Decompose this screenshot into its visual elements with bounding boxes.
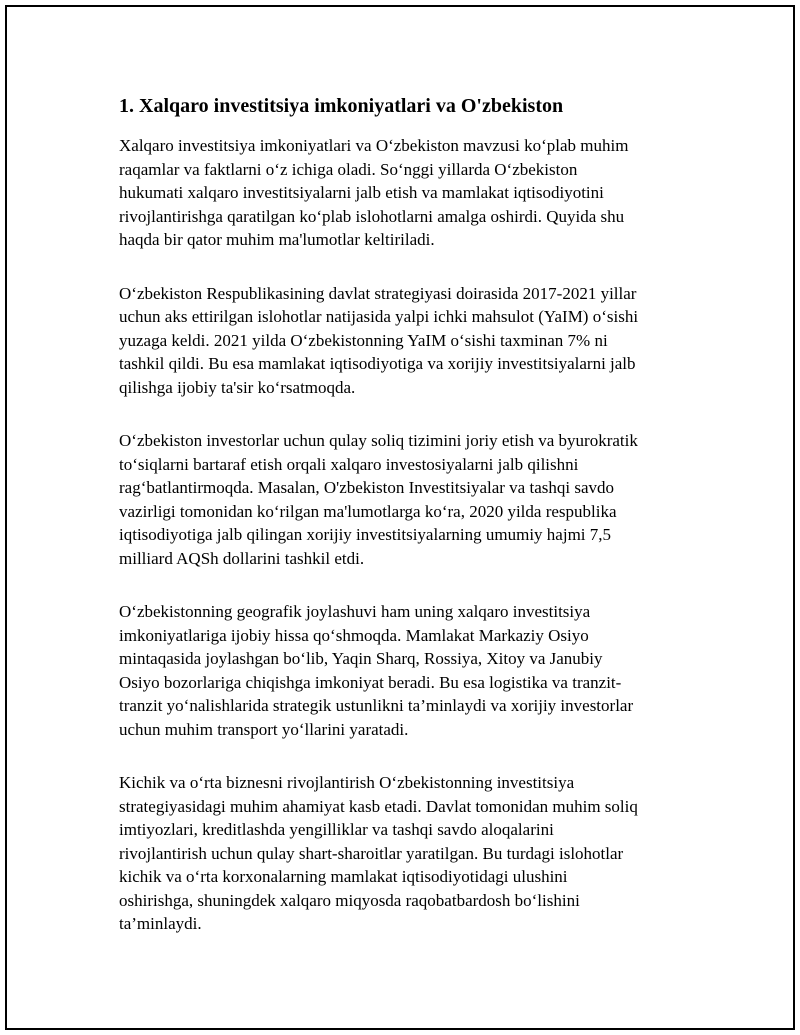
paragraph-list bbox=[119, 134, 679, 936]
paragraph-line: qilishga ijobiy ta'sir ko‘rsatmoqda. bbox=[119, 377, 356, 397]
paragraph-line: O‘zbekiston Respublikasining davlat strategiyasi doirasida 2017-2021 yillar bbox=[119, 283, 637, 303]
paragraph-line: uchun aks ettirilgan islohotlar natijasida yalpi ichki mahsulot (YaIM) o‘sishi bbox=[119, 307, 639, 326]
paragraph-line: yuzaga keldi. 2021 yilda O‘zbekistonning YaIM o‘sishi taxminan 7% ni bbox=[119, 330, 608, 350]
paragraph-line: uchun muhim transport yo‘llarini yaratadi. bbox=[119, 719, 409, 739]
paragraph-line: ta’minlaydi. bbox=[119, 914, 202, 933]
paragraph-line: hukumati xalqaro investitsiyalarni jalb etish va mamlakat iqtisodiyotini bbox=[119, 183, 604, 202]
paragraph-line: to‘siqlarni bartaraf etish orqali xalqaro investosiyalarni jalb qilishni bbox=[119, 454, 579, 474]
paragraph-line: rivojlantirish uchun qulay shart-sharoitlar yaratilgan. Bu turdagi islohotlar bbox=[119, 843, 624, 863]
paragraph-line: rag‘batlantirmoqda. Masalan, O'zbekiston Investitsiyalar va tashqi savdo bbox=[119, 478, 614, 497]
paragraph-line: kichik va o‘rta korxonalarning mamlakat iqtisodiyotidagi ulushini bbox=[119, 867, 568, 886]
paragraph-line: imtiyozlari, kreditlashda yengilliklar va tashqi savdo aloqalarini bbox=[119, 820, 554, 839]
paragraph-line: vazirligi tomonidan ko‘rilgan ma'lumotlarga ko‘ra, 2020 yilda respublika bbox=[119, 501, 617, 521]
paragraph bbox=[119, 771, 679, 936]
paragraph-line: oshirishga, shuningdek xalqaro miqyosda raqobatbardosh bo‘lishini bbox=[119, 890, 580, 910]
paragraph-line: O‘zbekistonning geografik joylashuvi ham uning xalqaro investitsiya bbox=[119, 602, 591, 621]
paragraph-line: imkoniyatlariga ijobiy hissa qo‘shmoqda. Mamlakat Markaziy Osiyo bbox=[119, 625, 589, 645]
document-body bbox=[119, 92, 679, 966]
paragraph-line: tashkil qildi. Bu esa mamlakat iqtisodiyotiga va xorijiy investitsiyalarni jalb bbox=[119, 354, 636, 373]
paragraph bbox=[119, 282, 679, 400]
paragraph-line: haqda bir qator muhim ma'lumotlar keltiriladi. bbox=[119, 230, 435, 249]
paragraph-line: Osiyo bozorlariga chiqishga imkoniyat beradi. Bu esa logistika va tranzit- bbox=[119, 672, 622, 692]
section-title: 1. Xalqaro investitsiya imkoniyatlari va O'zbekiston bbox=[119, 95, 564, 117]
paragraph bbox=[119, 429, 679, 570]
paragraph-line: tranzit yo‘nalishlarida strategik ustunlikni ta’minlaydi va xorijiy investorlar bbox=[119, 696, 634, 715]
paragraph bbox=[119, 134, 679, 252]
paragraph-line: strategiyasidagi muhim ahamiyat kasb etadi. Davlat tomonidan muhim soliq bbox=[119, 796, 638, 816]
paragraph-line: iqtisodiyotiga jalb qilingan xorijiy investitsiyalarning umumiy hajmi 7,5 bbox=[119, 525, 612, 544]
paragraph-line: mintaqasida joylashgan bo‘lib, Yaqin Sharq, Rossiya, Xitoy va Janubiy bbox=[119, 649, 603, 668]
paragraph-line: Kichik va o‘rta biznesni rivojlantirish O‘zbekistonning investitsiya bbox=[119, 773, 575, 792]
paragraph bbox=[119, 600, 679, 741]
paragraph-line: Xalqaro investitsiya imkoniyatlari va O‘zbekiston mavzusi ko‘plab muhim bbox=[119, 136, 629, 155]
paragraph-line: rivojlantirishga qaratilgan ko‘plab islohotlarni amalga oshirdi. Quyida shu bbox=[119, 206, 625, 226]
paragraph-line: raqamlar va faktlarni o‘z ichiga oladi. So‘nggi yillarda O‘zbekiston bbox=[119, 159, 578, 179]
paragraph-line: milliard AQSh dollarini tashkil etdi. bbox=[119, 548, 365, 568]
paragraph-line: O‘zbekiston investorlar uchun qulay soliq tizimini joriy etish va byurokratik bbox=[119, 431, 638, 450]
